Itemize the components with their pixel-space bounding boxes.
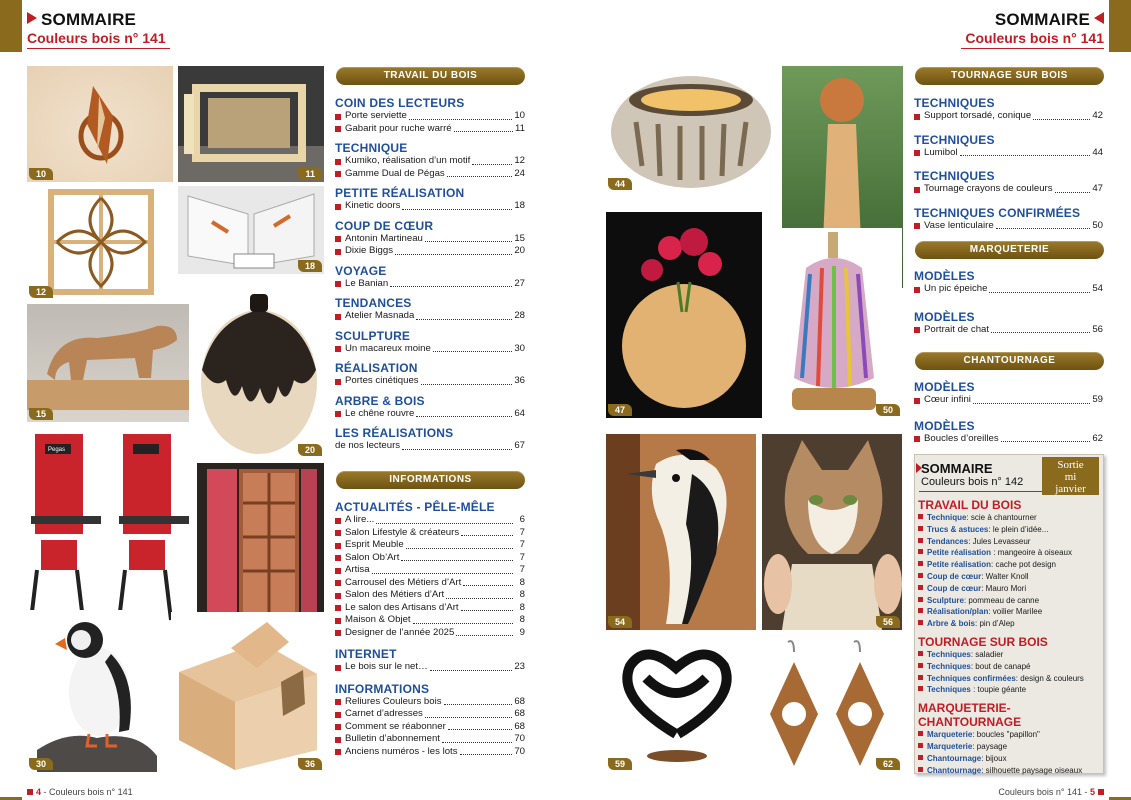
toc-entry[interactable]: Portrait de chat 56 [914,324,1103,337]
next-issue-section-title: TRAVAIL DU BOIS [918,498,1022,512]
triangle-right-icon [27,12,37,24]
next-issue-entry: Coup de cœur: Walter Knoll [918,571,1102,583]
toc-entry[interactable]: Salon des Métiers d’Art 8 [335,589,525,602]
right-footer-text: Couleurs bois n° 141 - [998,787,1090,797]
next-issue-entry: Technique: scie à chantourner [918,512,1102,524]
toc-entry[interactable]: Artisa 7 [335,564,525,577]
photo-kinetic-doors [178,186,324,274]
toc-entry[interactable]: Dixie Biggs 20 [335,245,525,258]
toc-section-title: COUP DE CŒUR [335,218,434,233]
next-issue-section-title: MARQUETERIE-CHANTOURNAGE [918,701,1022,730]
right-header-subtitle: Couleurs bois n° 141 [965,30,1104,46]
cabinet-illustration [197,463,324,629]
band-chantournage: CHANTOURNAGE [915,352,1104,370]
toc-section-title: PETITE RÉALISATION [335,186,465,200]
toc-section-title: TECHNIQUE [335,141,408,155]
toc-entry[interactable]: Le bois sur le net… 23 [335,661,525,674]
toc-entry[interactable]: Lumibol 44 [914,147,1103,160]
toc-section-title: MODÈLES [914,418,975,433]
next-issue-entry: Chantournage: silhouette paysage oiseaux [918,765,1102,777]
vase-illustration [194,290,324,458]
machine-brand-label: Pegas [48,447,66,453]
photo-portes-cinetiques [171,612,324,772]
toc-section-title: LES RÉALISATIONS [335,426,454,440]
band-travail-du-bois: TRAVAIL DU BOIS [336,67,525,85]
right-header-title: SOMMAIRE [994,10,1090,29]
photo-porte-serviette [27,66,173,182]
toc-entry[interactable]: de nos lecteurs 67 [335,440,525,451]
photo-scie-pegas [27,430,193,624]
earrings-illustration [754,638,902,772]
left-header-title: SOMMAIRE [41,10,137,29]
right-footer [998,787,1104,797]
photo-page-number: 56 [876,616,900,628]
lumibol-illustration [606,66,776,192]
next-issue-rule [919,491,1049,492]
next-issue-entry: Trucs & astuces: le plein d’idée... [918,524,1102,536]
photo-page-number: 44 [608,178,632,190]
next-issue-entry: Techniques confirmées: design & couleurs [918,673,1102,685]
photo-page-number: 18 [298,260,322,272]
toc-section-title: ARBRE & BOIS [335,393,425,408]
photo-vase-lenticulaire [606,212,762,418]
photo-page-number: 10 [29,168,53,180]
left-header [27,10,166,46]
toc-entry[interactable]: Le chêne rouvre 64 [335,408,525,421]
toc-section-title: MODÈLES [914,380,975,394]
photo-page-number: 47 [608,404,632,416]
lenticular-vase-illustration [606,212,762,418]
toc-section-title: INFORMATIONS [335,681,430,696]
toc-entry[interactable]: Bulletin d’abonnement 70 [335,733,525,746]
photo-kumiko [27,186,173,300]
toc-section-title: TECHNIQUES [914,96,995,110]
toc-entry[interactable]: Le Banian 27 [335,278,525,291]
toc-section-title: SCULPTURE [335,328,411,343]
next-issue-entry: Techniques: saladier [918,649,1102,661]
toc-entry[interactable]: Reliures Couleurs bois 68 [335,696,525,709]
puffin-sculpture-illustration [27,610,161,772]
toc-section-title: MODÈLES [914,309,975,324]
next-issue-entry: Tendances: Jules Levasseur [918,536,1102,548]
photo-page-number: 50 [876,404,900,416]
toc-entry[interactable]: A lire... 6 [335,514,525,527]
photo-page-number: 59 [608,758,632,770]
photo-page-number: 36 [298,758,322,770]
toc-entry[interactable]: Kinetic doors 18 [335,200,525,213]
right-header-rule [961,48,1104,49]
next-issue-title: SOMMAIRE [921,461,993,476]
woodpecker-marquetry-illustration [606,434,756,630]
toc-entry[interactable]: Salon Ob’Art 7 [335,552,525,565]
photo-meuble-masnada [197,463,324,629]
toc-section-title: TECHNIQUES [914,132,995,147]
toc-entry[interactable]: Designer de l’année 2025 9 [335,627,525,640]
frame-jig-illustration [178,66,324,182]
left-footer [27,787,133,797]
toc-entry[interactable]: Salon Lifestyle & créateurs 7 [335,527,525,540]
left-footer-text: - Couleurs bois n° 141 [41,787,133,797]
right-page-number: 5 [1089,787,1095,797]
toc-section-title: COIN DES LECTEURS [335,96,465,110]
toc-entry[interactable]: Atelier Masnada 28 [335,310,525,323]
next-issue-box [914,454,1104,774]
toc-entry[interactable]: Un pic épeiche 54 [914,283,1103,296]
next-issue-entry: Marqueterie: paysage [918,741,1102,753]
photo-page-number: 62 [876,758,900,770]
left-toc-column-1 [335,96,525,453]
toc-section-title: ACTUALITÉS - PÊLE-MÊLE [335,500,495,514]
photo-portrait-chat [762,434,902,630]
bandsaw-machines-illustration [27,430,193,624]
photo-macareux [27,610,161,772]
photo-page-number: 11 [298,168,322,180]
toc-section-title: INTERNET [335,647,397,661]
toc-entry[interactable]: Vase lenticulaire 50 [914,220,1103,233]
kinetic-box-illustration [171,612,324,772]
toc-entry[interactable]: Maison & Objet 8 [335,614,525,627]
infinity-heart-illustration [606,638,748,772]
band-informations: INFORMATIONS [336,471,525,489]
toc-entry[interactable]: Kumiko, réalisation d’un motif 12 [335,155,525,168]
photo-page-number: 15 [29,408,53,420]
next-issue-entry: Chantournage: bijoux [918,753,1102,765]
toc-section-title: TENDANCES [335,296,412,310]
left-page-number: 4 [36,787,42,797]
photo-page-number: 30 [29,758,53,770]
next-issue-entry: Sculpture: pommeau de canne [918,595,1102,607]
photo-page-number: 54 [608,616,632,628]
toc-entry[interactable]: Carnet d’adresses 68 [335,708,525,721]
toc-entry[interactable]: Portes cinétiques 36 [335,375,525,388]
next-issue-section-title: TOURNAGE SUR BOIS [918,634,1048,649]
photo-page-number: 12 [29,286,53,298]
toc-section-title: TECHNIQUES CONFIRMÉES [914,205,1081,220]
right-header [965,10,1104,46]
toc-entry[interactable]: Porte serviette 10 [335,110,525,123]
toc-entry[interactable]: Boucles d’oreilles 62 [914,433,1103,446]
left-header-rule [27,48,170,49]
right-toc-column-3 [914,380,1103,445]
toc-section-title: RÉALISATION [335,361,418,375]
footer-square-icon [1098,789,1104,795]
right-toc-column-2 [914,269,1103,336]
toc-entry[interactable]: Support torsadé, conique 42 [914,110,1103,123]
toc-entry[interactable]: Comment se réabonner 68 [335,721,525,734]
napkin-ring-illustration [27,66,173,182]
release-date-tag: Sortie mi janvier [1042,457,1099,495]
next-issue-entry: Marqueterie: boucles "papillon" [918,729,1102,741]
band-tournage-sur-bois: TOURNAGE SUR BOIS [915,67,1104,85]
cat-marquetry-illustration [762,434,902,630]
photo-vase-dixie-biggs [194,290,324,458]
footer-square-icon [27,789,33,795]
photo-lumibol [606,66,776,192]
pencil-lamp-illustration [766,228,902,418]
toc-entry[interactable]: Tournage crayons de couleurs 47 [914,183,1103,196]
toc-entry[interactable]: Gabarit pour ruche warré 11 [335,123,525,136]
left-corner-tab [0,0,22,52]
left-toc-column-2 [335,500,525,758]
next-issue-content [918,498,1102,776]
right-toc-column-1 [914,96,1103,232]
photo-boucles-oreilles [754,638,902,772]
toc-entry[interactable]: Un macareux moine 30 [335,343,525,356]
toc-entry[interactable]: Esprit Meuble 7 [335,539,525,552]
next-issue-entry: Techniques: bout de canapé [918,661,1102,673]
toc-entry[interactable]: Cœur infini 59 [914,394,1103,407]
right-corner-tab [1109,0,1131,52]
kumiko-pattern-illustration [27,186,173,300]
photo-ours-sculpte [27,304,189,422]
toc-section-title: MODÈLES [914,269,975,283]
next-issue-subtitle: Couleurs bois n° 142 [921,476,1024,488]
next-issue-entry: Petite réalisation: cache pot design [918,559,1102,571]
photo-coeur-infini [606,638,748,772]
band-marqueterie: MARQUETERIE [915,241,1104,259]
next-issue-entry: Techniques : toupie géante [918,684,1102,696]
triangle-left-icon [1094,12,1104,24]
photo-page-number: 20 [298,444,322,456]
photo-lampe-crayons [766,228,902,418]
bear-sculpture-illustration [27,304,189,422]
next-issue-entry: Arbre & bois: pin d’Alep [918,618,1102,630]
next-issue-entry: Réalisation/plan: voilier Marilee [918,606,1102,618]
next-issue-entry: Petite réalisation : mangeoire à oiseaux [918,547,1102,559]
toc-entry[interactable]: Le salon des Artisans d’Art 8 [335,602,525,615]
photo-pic-epeiche [606,434,756,630]
toc-section-title: TECHNIQUES [914,169,995,183]
toc-entry[interactable]: Antonin Martineau 15 [335,233,525,246]
next-issue-entry: Coup de cœur: Mauro Mori [918,583,1102,595]
left-header-subtitle: Couleurs bois n° 141 [27,30,166,46]
toc-entry[interactable]: Carrousel des Métiers d’Art 8 [335,577,525,590]
toc-entry[interactable]: Gamme Dual de Pégas 24 [335,168,525,181]
toc-section-title: VOYAGE [335,263,387,278]
photo-gabarit-ruche [178,66,324,182]
toc-entry[interactable]: Anciens numéros - les lots 70 [335,746,525,759]
